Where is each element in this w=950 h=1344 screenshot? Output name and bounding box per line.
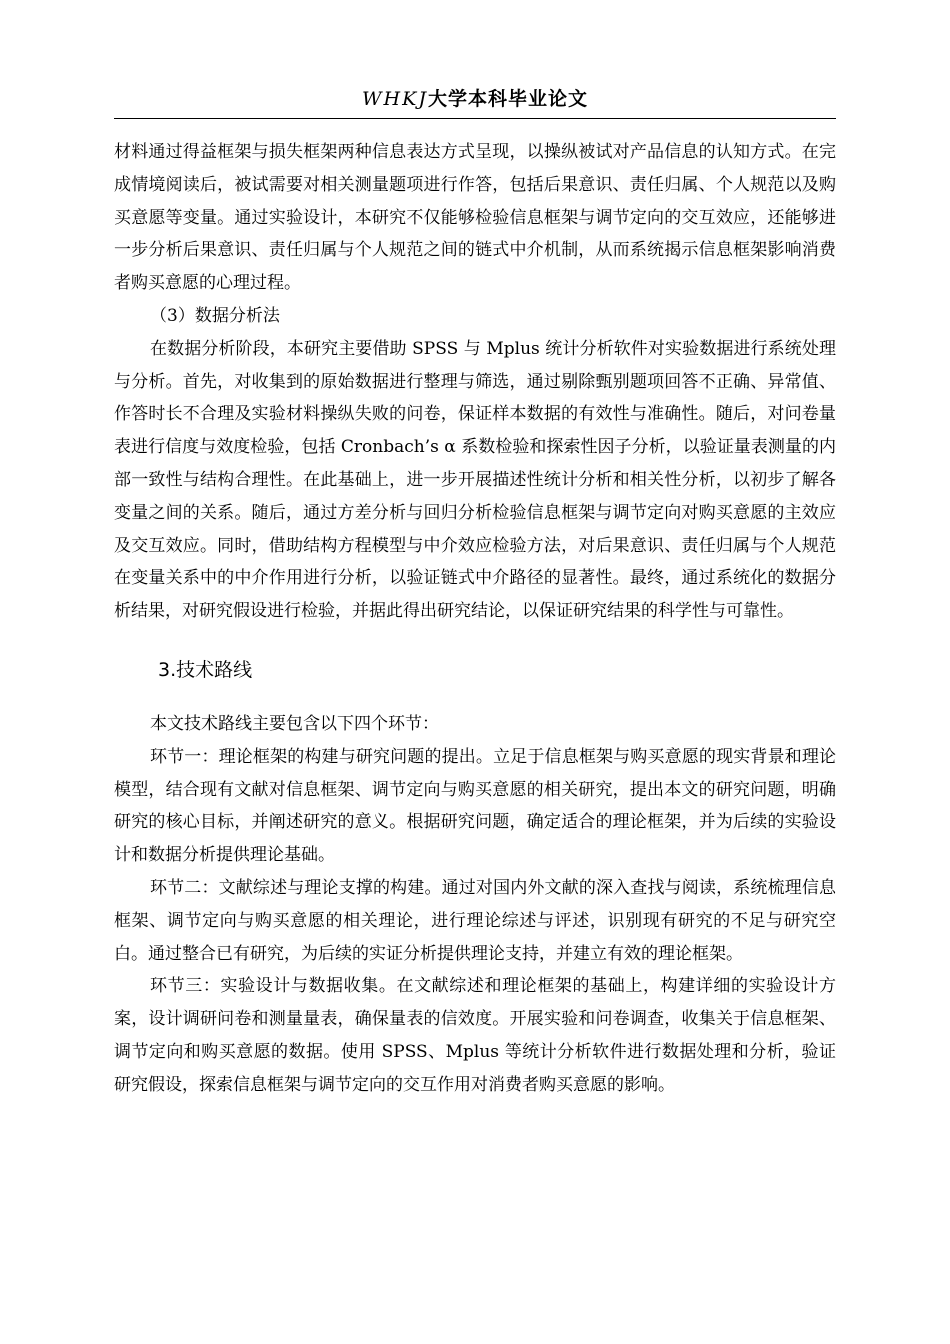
paragraph-stage-two: 环节二：文献综述与理论支撑的构建。通过对国内外文献的深入查找与阅读，系统梳理信息框架、调节定向与购买意愿的相关理论，进行理论综述与评述，识别现有研究的不足与研究空白。通过整合已有研究，为后续的实证分析提供理论支持，并建立有效的理论框架。 <box>114 877 836 964</box>
page-header <box>114 86 836 112</box>
section-heading-technical-route: 3.技术路线 <box>158 658 253 681</box>
paragraph-route-intro: 本文技术路线主要包含以下四个环节： <box>150 713 439 734</box>
header-rule <box>114 118 836 119</box>
header-university-abbr: WHKJ <box>362 88 428 110</box>
header-title: 大学本科毕业论文 <box>427 88 588 110</box>
paragraph-stage-three: 环节三：实验设计与数据收集。在文献综述和理论框架的基础上，构建详细的实验设计方案，设计调研问卷和测量量表，确保量表的信效度。开展实验和问卷调查，收集关于信息框架、调节定向和购买意愿的数据。使用 SPSS、Mplus 等统计分析软件进行数据处理和分析，验证研究假设，探索信息框架与调节定向的交互作用对消费者购买意愿的影响。 <box>114 976 836 1095</box>
document-body <box>114 136 836 1102</box>
paragraph-experiment-continuation: 材料通过得益框架与损失框架两种信息表达方式呈现，以操纵被试对产品信息的认知方式。在完成情境阅读后，被试需要对相关测量题项进行作答，包括后果意识、责任归属、个人规范以及购买意愿等变量。通过实验设计，本研究不仅能够检验信息框架与调节定向的交互效应，还能够进一步分析后果意识、责任归属与个人规范之间的链式中介机制，从而系统揭示信息框架影响消费者购买意愿的心理过程。 <box>114 142 836 294</box>
paragraph-data-analysis: 在数据分析阶段，本研究主要借助 SPSS 与 Mplus 统计分析软件对实验数据进行系统处理与分析。首先，对收集到的原始数据进行整理与筛选，通过剔除甄别题项回答不正确、异常值、作答时长不合理及实验材料操纵失败的问卷，保证样本数据的有效性与准确性。随后，对问卷量表进行信度与效度检验，包括 Cronbach’s α 系数检验和探索性因子分析，以验证量表测量的内部一致性与结构合理性。在此基础上，进一步开展描述性统计分析和相关性分析，以初步了解各变量之间的关系。随后，通过方差分析与回归分析检验信息框架与调节定向对购买意愿的主效应及交互效应。同时，借助结构方程模型与中介效应检验方法，对后果意识、责任归属与个人规范在变量关系中的中介作用进行分析，以验证链式中介路径的显著性。最终，通过系统化的数据分析结果，对研究假设进行检验，并据此得出研究结论，以保证研究结果的科学性与可靠性。 <box>114 338 836 622</box>
subsection-title-data-analysis: （3）数据分析法 <box>150 305 280 326</box>
paragraph-stage-one: 环节一：理论框架的构建与研究问题的提出。立足于信息框架与购买意愿的现实背景和理论模型，结合现有文献对信息框架、调节定向与购买意愿的相关研究，提出本文的研究问题，明确研究的核心目标，并阐述研究的意义。根据研究问题，确定适合的理论框架，并为后续的实验设计和数据分析提供理论基础。 <box>114 746 836 866</box>
